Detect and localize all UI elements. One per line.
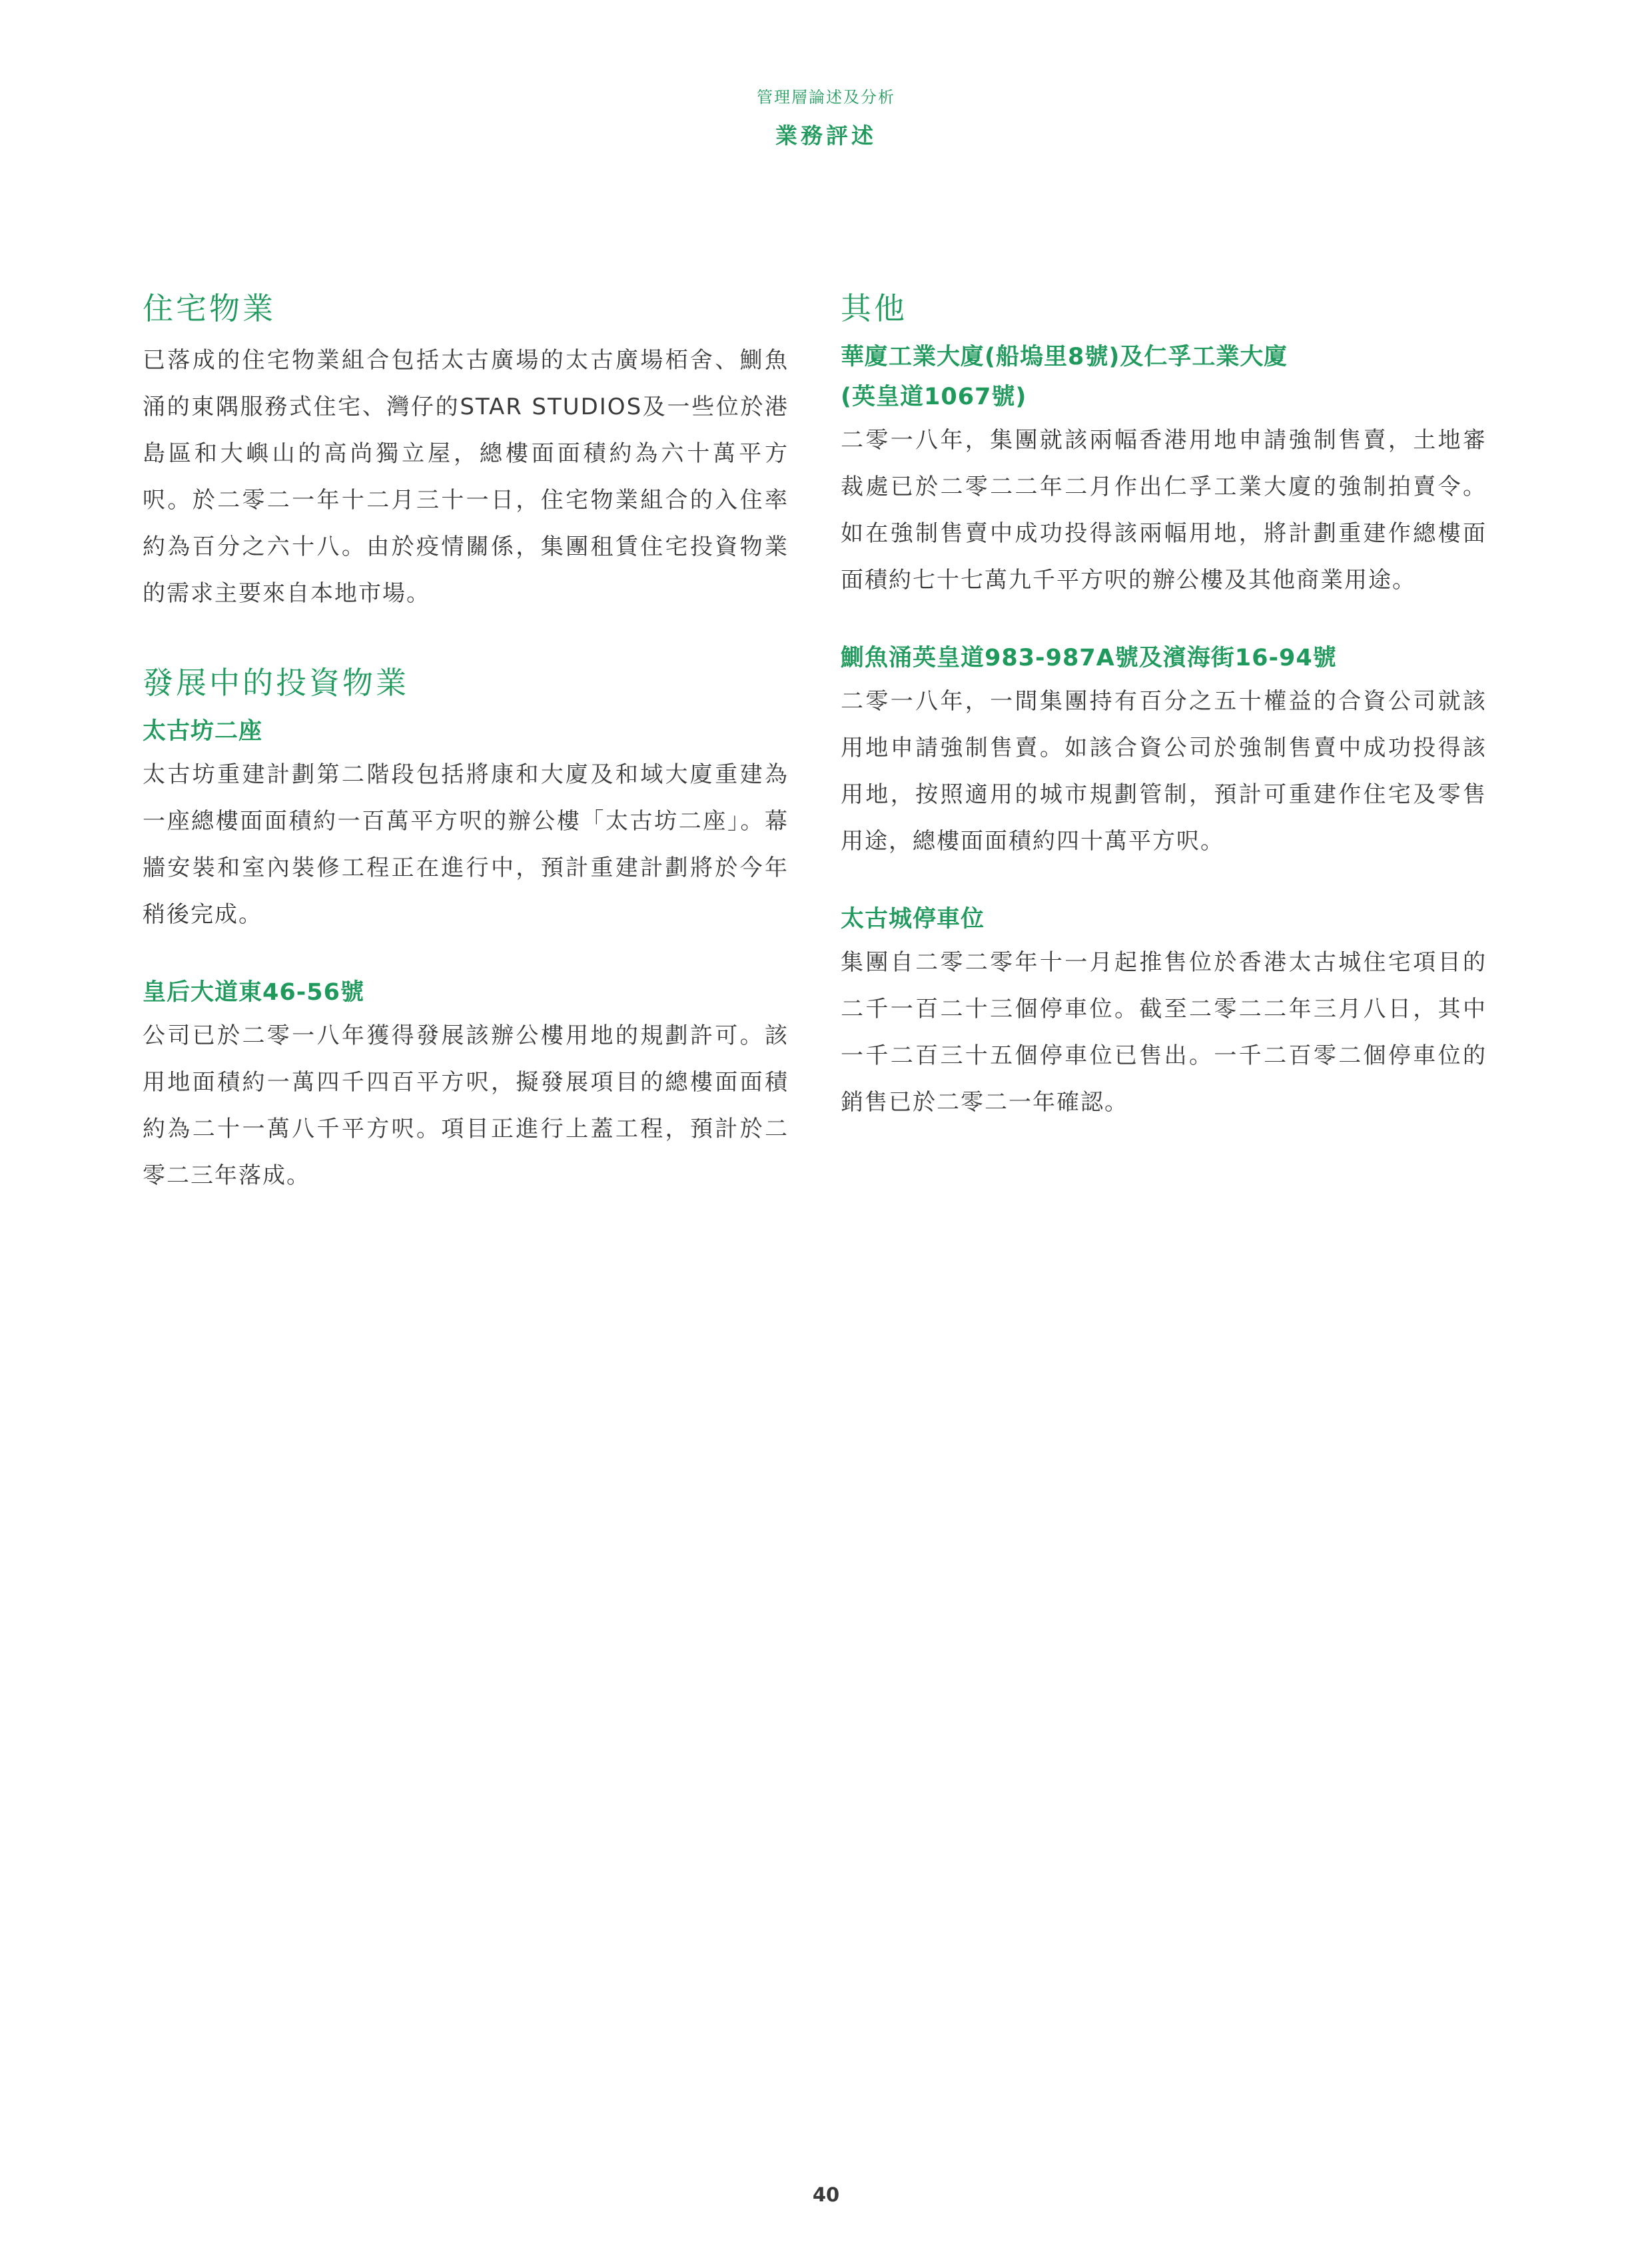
section-title-development: 發展中的投資物業 [143,665,409,701]
spacer [841,865,1487,899]
header-title: 業務評述 [775,123,877,149]
page-number: 40 [812,2183,840,2206]
page-header [0,84,1652,156]
spacer [143,938,789,972]
spacer [841,603,1487,638]
left-column [143,285,789,1199]
right-column [841,285,1487,1126]
subheading-queens-road-east: 皇后大道東46-56號 [143,979,364,1006]
section-title-others: 其他 [841,290,907,326]
spacer [143,617,789,659]
paragraph-taikoo-shing-parking: 集團自二零二零年十一月起推售位於香港太古城住宅項目的二千一百二十三個停車位。截至二零二二年三月八日，其中一千二百三十五個停車位已售出。一千二百零二個停車位的銷售已於二零二一年確認。 [841,949,1487,1116]
paragraph-taikoo-place-two: 太古坊重建計劃第二階段包括將康和大廈及和域大廈重建為一座總樓面面積約一百萬平方呎的辦公樓「太古坊二座」。幕牆安裝和室內裝修工程正在進行中，預計重建計劃將於今年稍後完成。 [143,761,789,928]
subheading-taikoo-shing-parking: 太古城停車位 [841,906,985,933]
paragraph-queens-road-east: 公司已於二零一八年獲得發展該辦公樓用地的規劃許可。該用地面積約一萬四千四百平方呎，擬發展項目的總樓面面積約為二十一萬八千平方呎。項目正進行上蓋工程，預計於二零二三年落成。 [143,1022,789,1189]
subheading-line-2: (英皇道1067號) [841,384,1027,410]
paragraph-residential: 已落成的住宅物業組合包括太古廣場的太古廣場栢舍、鰂魚涌的東隅服務式住宅、灣仔的STAR STUDIOS及一些位於港島區和大嶼山的高尚獨立屋，總樓面面積約為六十萬平方呎。於二零二一年十二月三十一日，住宅物業組合的入住率約為百分之六十八。由於疫情關係，集團租賃住宅投資物業的需求主要來自本地市場。 [143,347,789,607]
subheading-line-1: 華廈工業大廈(船塢里8號)及仁孚工業大廈 [841,344,1288,370]
subheading-industrial-buildings [841,337,1487,417]
paragraph-industrial-buildings: 二零一八年，集團就該兩幅香港用地申請強制售賣，土地審裁處已於二零二二年二月作出仁孚工業大廈的強制拍賣令。如在強制售賣中成功投得該兩幅用地，將計劃重建作總樓面面積約七十七萬九千平方呎的辦公樓及其他商業用途。 [841,427,1487,593]
header-subtitle: 管理層論述及分析 [757,88,895,107]
subheading-kings-road-site: 鰂魚涌英皇道983-987A號及濱海街16-94號 [841,645,1337,671]
paragraph-kings-road-site: 二零一八年，一間集團持有百分之五十權益的合資公司就該用地申請強制售賣。如該合資公司於強制售賣中成功投得該用地，按照適用的城市規劃管制，預計可重建作住宅及零售用途，總樓面面積約四十萬平方呎。 [841,688,1487,855]
section-title-residential: 住宅物業 [143,290,276,326]
subheading-taikoo-place-two: 太古坊二座 [143,718,263,745]
